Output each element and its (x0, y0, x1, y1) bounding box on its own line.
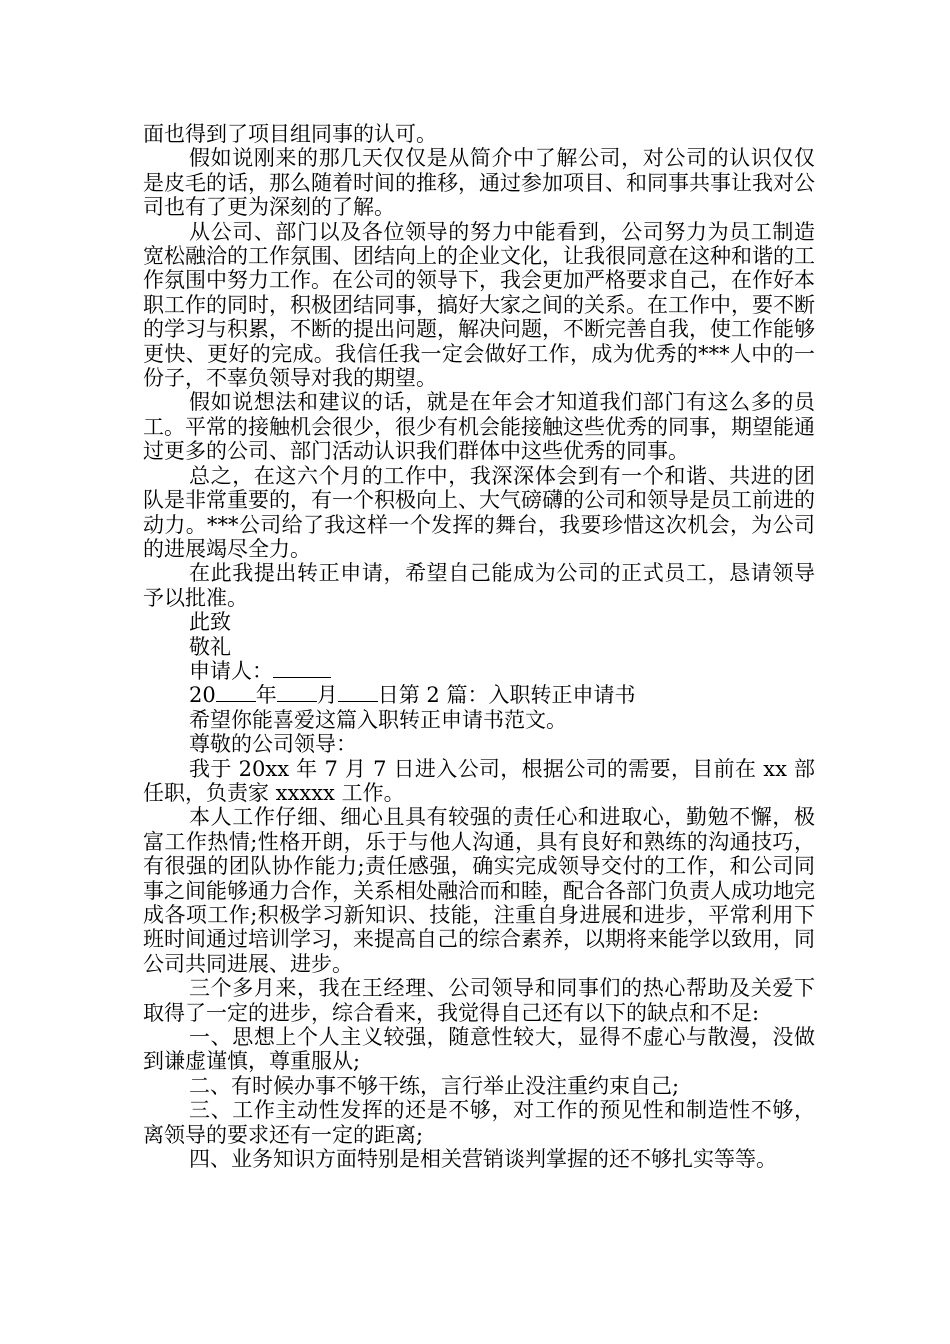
closing-regards: 敬礼 (189, 634, 231, 659)
paragraph-self-assessment: 本人工作仔细、细心且具有较强的责任心和进取心，勤勉不懈，极富工作热情;性格开朗，乐于与他人沟通，具有良好和熟练的沟通技巧，有很强的团队协作能力;责任感强，确实完成领导交付的工作，和公司同事之间能够通力合作，关系相处融洽而和睦，配合各部门负责人成功地完成各项工作;积极学习新知识、技能，注重自身进展和进步，平常利用下班时间通过培训学习，来提高自己的综合素养，以期将来能学以致用，同公司共同进展、进步。 (143, 805, 815, 976)
date-line (143, 683, 815, 707)
paragraph-application: 在此我提出转正申请，希望自己能成为公司的正式员工，恳请领导予以批准。 (143, 561, 815, 610)
day-blank (338, 701, 378, 702)
document-body (143, 122, 815, 1171)
paragraph-impression: 假如说刚来的那几天仅仅是从简介中了解公司，对公司的认识仅仅是皮毛的话，那么随着时间的推移，通过参加项目、和同事共事让我对公司也有了更为深刻的了解。 (143, 146, 815, 220)
intro-line: 希望你能喜爱这篇入职转正申请书范文。 (189, 707, 567, 732)
shortcoming-item: 一、思想上个人主义较强，随意性较大，显得不虚心与散漫，没做到谦虚谨慎，尊重服从; (143, 1025, 815, 1074)
date-day-title: 日第 2 篇：入职转正申请书 (377, 683, 636, 708)
date-year: 年 (255, 683, 277, 708)
date-prefix: 20 (189, 683, 216, 708)
month-blank (277, 701, 317, 702)
shortcoming-item: 四、业务知识方面特别是相关营销谈判掌握的还不够扎实等等。 (189, 1147, 777, 1172)
shortcoming-item: 三、工作主动性发挥的还是不够，对工作的预见性和制造性不够，离领导的要求还有一定的距离; (143, 1098, 815, 1147)
date-month: 月 (316, 683, 338, 708)
greeting: 尊敬的公司领导： (189, 732, 357, 757)
paragraph-summary: 总之，在这六个月的工作中，我深深体会到有一个和谐、共进的团队是非常重要的，有一个积极向上、大气磅礴的公司和领导是员工前进的动力。***公司给了我这样一个发挥的舞台，我要珍惜这次机会，为公司的进展竭尽全力。 (143, 463, 815, 561)
paragraph-suggestions: 假如说想法和建议的话，就是在年会才知道我们部门有这么多的员工。平常的接触机会很少，很少有机会能接触这些优秀的同事，期望能通过更多的公司、部门活动认识我们群体中这些优秀的同事。 (143, 390, 815, 464)
signature-blank (273, 677, 331, 678)
paragraph-joined: 我于 20xx 年 7 月 7 日进入公司，根据公司的需要，目前在 xx 部任职，负责家 xxxxx 工作。 (143, 756, 815, 805)
closing-salutation: 此致 (189, 610, 231, 635)
paragraph-progress: 三个多月来，我在王经理、公司领导和同事们的热心帮助及关爱下取得了一定的进步，综合看来，我觉得自己还有以下的缺点和不足: (143, 976, 815, 1025)
paragraph-company-culture: 从公司、部门以及各位领导的努力中能看到，公司努力为员工制造宽松融洽的工作氛围、团结向上的企业文化，让我很同意在这种和谐的工作氛围中努力工作。在公司的领导下，我会更加严格要求自己，在作好本职工作的同时，积极团结同事，搞好大家之间的关系。在工作中，要不断的学习与积累，不断的提出问题，解决问题，不断完善自我，使工作能够更快、更好的完成。我信任我一定会做好工作，成为优秀的***人中的一份子，不辜负领导对我的期望。 (143, 219, 815, 391)
applicant-line (143, 659, 815, 683)
lead-fragment: 面也得到了项目组同事的认可。 (143, 122, 437, 146)
shortcoming-item: 二、有时候办事不够干练，言行举止没注重约束自己; (189, 1073, 680, 1098)
year-blank (216, 701, 256, 702)
applicant-label: 申请人： (189, 658, 273, 683)
